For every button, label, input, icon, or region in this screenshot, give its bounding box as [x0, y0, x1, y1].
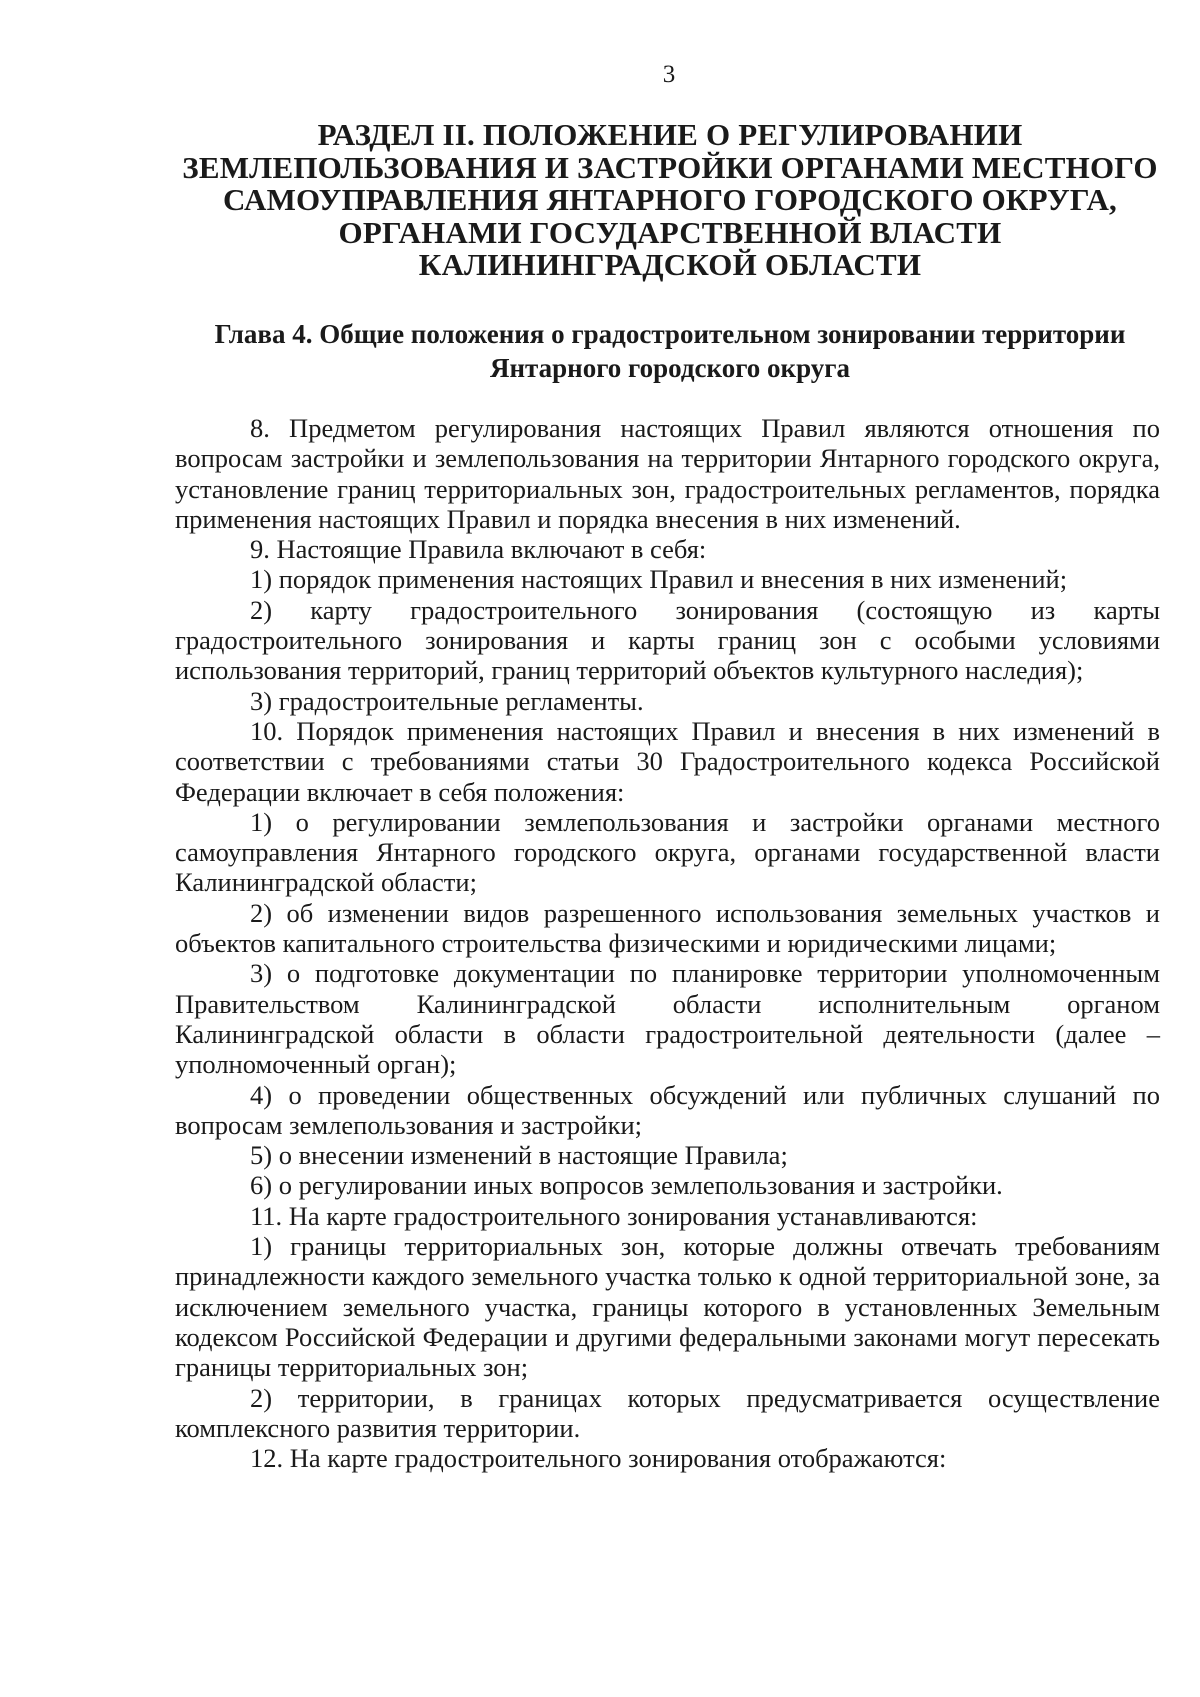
- chapter-title-line: Янтарного городского округа: [489, 353, 851, 383]
- paragraph-10: 10. Порядок применения настоящих Правил и внесения в них изменений в соответствии с требованиями статьи 30 Градостроительного кодекса Российской Федерации включает в себя положения:: [175, 715, 1160, 807]
- list-item: 3) градостроительные регламенты.: [250, 685, 644, 716]
- body-text: [175, 413, 1160, 1473]
- paragraph-8: 8. Предметом регулирования настоящих Правил являются отношения по вопросам застройки и землепользования на территории Янтарного городского округа, установление границ территориальных зон, градостроительных регламентов, порядка применения настоящих Правил и порядка внесения в них изменений.: [175, 413, 1160, 534]
- section-title-line: ОРГАНАМИ ГОСУДАРСТВЕННОЙ ВЛАСТИ: [338, 214, 1002, 250]
- list-item: 6) о регулировании иных вопросов землепользования и застройки.: [250, 1170, 1003, 1201]
- paragraph-9: 9. Настоящие Правила включают в себя:: [250, 534, 707, 565]
- list-item: 2) территории, в границах которых предусматривается осуществление комплексного развития территории.: [175, 1382, 1160, 1443]
- paragraph-12: 12. На карте градостроительного зонирования отображаются:: [250, 1443, 947, 1474]
- section-title-line: РАЗДЕЛ II. ПОЛОЖЕНИЕ О РЕГУЛИРОВАНИИ: [317, 117, 1023, 152]
- paragraph-11: 11. На карте градостроительного зонирования устанавливаются:: [250, 1200, 978, 1231]
- chapter-title-line: Глава 4. Общие положения о градостроительном зонировании территории: [214, 319, 1126, 349]
- section-title-line: КАЛИНИНГРАДСКОЙ ОБЛАСТИ: [418, 247, 922, 282]
- chapter-title: [170, 317, 1170, 385]
- list-item: 1) о регулировании землепользования и застройки органами местного самоуправления Янтарного городского округа, органами государственной власти Калининградской области;: [175, 806, 1160, 898]
- list-item: 1) порядок применения настоящих Правил и внесения в них изменений;: [250, 564, 1068, 595]
- list-item: 3) о подготовке документации по планировке территории уполномоченным Правительством Калининградской области исполнительным органом Калининградской области в области градостроительной деятельности (далее – уполномоченный орган);: [175, 958, 1160, 1080]
- section-title: [170, 119, 1170, 282]
- list-item: 1) границы территориальных зон, которые должны отвечать требованиям принадлежности каждого земельного участка только к одной территориальной зоне, за исключением земельного участка, границы которого в установленных Земельным кодексом Российской Федерации и другими федеральными законами могут пересекать границы территориальных зон;: [175, 1231, 1160, 1383]
- list-item: 2) об изменении видов разрешенного использования земельных участков и объектов капитального строительства физическими и юридическими лицами;: [175, 897, 1160, 959]
- list-item: 5) о внесении изменений в настоящие Правила;: [250, 1140, 788, 1171]
- page-number: 3: [662, 61, 676, 88]
- section-title-line: ЗЕМЛЕПОЛЬЗОВАНИЯ И ЗАСТРОЙКИ ОРГАНАМИ МЕСТНОГО: [182, 149, 1158, 185]
- list-item: 4) о проведении общественных обсуждений или публичных слушаний по вопросам землепользования и застройки;: [175, 1079, 1160, 1140]
- section-title-line: САМОУПРАВЛЕНИЯ ЯНТАРНОГО ГОРОДСКОГО ОКРУГА,: [222, 182, 1118, 217]
- list-item: 2) карту градостроительного зонирования (состоящую из карты градостроительного зонирования и карты границ зон с особыми условиями использования территорий, границ территорий объектов культурного наследия);: [175, 594, 1160, 686]
